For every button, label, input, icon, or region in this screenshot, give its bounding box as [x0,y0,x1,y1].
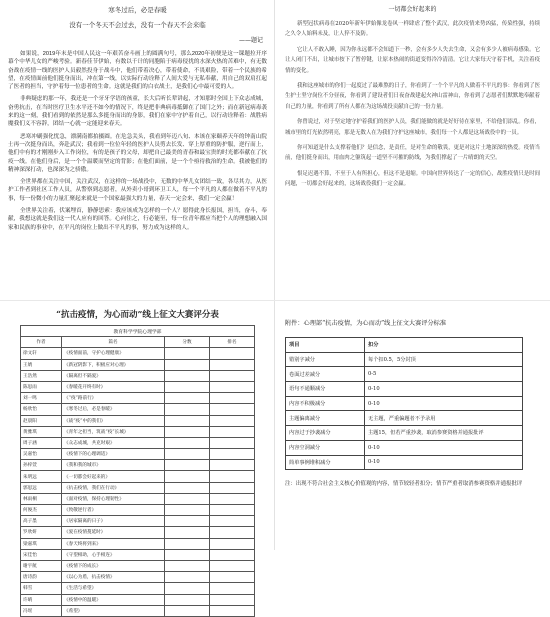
score-cell [165,404,210,415]
essay-title: 寒冬过后，必是春暖 [108,6,167,14]
author-cell: 王浩然 [21,370,62,381]
rubric-deduction-cell: 0-5 [365,367,523,382]
score-cell [165,605,210,616]
essay-title-cell: 《生活与希望》 [62,583,165,594]
score-cell [165,471,210,482]
score-cell [165,560,210,571]
essay-paragraph: 恶寒冲刷强化忧急，漂满南都拍摄圆。在危急关头，我看到年迈八旬、本该在家颐养天年的钟南山院士再一次挺身而出，奔赴武汉；我看到一位位年轻的医护人员剪去长发、穿上厚重的防护服，逆行而上，他们中有的才刚刚步入工作岗位，有的是孩子的父母，却把自己最美的青春和最宝贵的时光都奉献在了抗疫一线。在他们身后，是一个个温暖而坚定的背影；在他们面前，是一个个亟待救治的生命。我被他们的精神深深打动，也深深为之骄傲。 [8,133,267,173]
rubric-deduction-cell: 无主题，严重偏题者不予录用 [365,411,523,426]
score-cell [165,516,210,527]
rubric-item-cell: 内容不积极减分 [286,396,365,411]
essay-title-cell: 《春暖花开终有时》 [62,381,165,392]
score-cell [165,437,210,448]
rank-cell [210,605,255,616]
score-cell [165,538,210,549]
score-table [20,325,255,617]
rank-cell [210,449,255,460]
score-cell [165,505,210,516]
table-row [286,455,523,470]
rank-cell [210,404,255,415]
rubric-header-deduction: 扣分 [365,338,523,353]
essay-title-cell: 《战“疫”中的我们》 [62,415,165,426]
author-cell: 赵晨阳 [21,415,62,426]
table-row [21,449,255,460]
table-row [21,482,255,493]
score-cell [165,460,210,471]
essay-paragraph: 你可知道是什么支撑着他们？是信念，是责任，是对生命的敬畏，更是对这片土地深深的热爱。疫情当前，他们挺身而出，用血肉之躯筑起一道坚不可摧的防线，为我们撑起了一片晴朗的天空。 [285,145,540,162]
score-sheet-page [0,300,275,614]
rubric-item-cell: 内容空洞减分 [286,440,365,455]
column-header-author: 作者 [21,337,62,348]
score-cell [165,594,210,605]
score-cell [165,348,210,359]
score-cell [165,493,210,504]
rank-cell [210,437,255,448]
rubric-item-cell: 内容过于抄袭减分 [286,426,365,441]
author-cell: 谢宇航 [21,560,62,571]
rubric-item-cell: 错别字减分 [286,352,365,367]
essay-page-better [275,0,550,300]
author-cell: 王婧 [21,359,62,370]
essay-paragraph: 非典疑虑的那一年，我还是一个牙牙学语的孩童，长大后听长辈讲起，才知那时全国上下众志成城，奋勇抗击，在当时医疗卫生水平还不如今的情况下，终是把非典病毒抵御在了国门之外；而在新冠病毒袭来的这一刻，我们看到的依然是那么多挺身而出的身影，我们在家中守护着自己，以行动诠释着：战胜病魔我们义不容辞，团结一心就一定能迎来春天。 [8,96,267,128]
essay-title-cell: 《新冠阴影下，积极应对心理》 [62,359,165,370]
table-row [21,348,255,359]
rank-cell [210,493,255,504]
rubric-deduction-cell: 0-10 [365,382,523,397]
rubric-deduction-cell: 0-10 [365,455,523,470]
rank-cell [210,583,255,594]
author-cell: 林雨桐 [21,493,62,504]
table-row [286,411,523,426]
essay-title-cell: 《青年之担当，筑战“疫”长城》 [62,426,165,437]
rubric-note: 注：出现不符合社会主义核心价值观的内容，情节较轻者扣分；情节严重者取消参赛资格并通报批评 [285,481,523,488]
essay-title-cell: 《“疫”路前行》 [62,393,165,404]
table-row [21,516,255,527]
score-cell [165,426,210,437]
essay-title-cell: 《一切都会好起来的》 [62,471,165,482]
author-cell: 宋佳怡 [21,549,62,560]
rubric-deduction-cell: 0-10 [365,396,523,411]
rubric-table-body [286,338,523,470]
essay-paragraph: 如果说，2019年末是中国人民这一年艰苦奋斗画上的圆满句号，那么2020年初便是这一课题拉开序幕个中华儿女的严峻考验。新春佳节伊始，有数以千计的同胞陷于病毒侵扰的水深火热的苦难中，有无数奋战在疫情一线的医护人员毅然投身于战斗中，他们带着决心，带着使命，不畏艰险，带着一个民族的希望，在疫情面前他们挺身而出，冲在第一线，以实际行动诠释了人间大爱与无私奉献，用自己的双肩扛起了医者的担当，守护着每一位患者的生命。这就是我们的白衣战士，是我们心中最可爱的人。 [8,51,267,91]
author-cell: 陈思雨 [21,381,62,392]
score-table-caption: 教育科学学院心理学部 [21,326,255,337]
essay-paragraph: 新型冠状病毒在2020年新年伊始像龙卷风一样肆虐了整个武汉，此次疫情来势凶猛，传染性强，持续之久令人始料未及，让人猝不及防。 [285,21,540,38]
author-cell: 许晴 [21,594,62,605]
rank-cell [210,505,255,516]
essay-title-cell: 《以心为盾，抗击疫情》 [62,572,165,583]
table-row [286,352,523,367]
table-row [21,549,255,560]
rank-cell [210,572,255,583]
table-row [21,560,255,571]
author-cell: 刘一鸣 [21,393,62,404]
table-row [286,440,523,455]
essay-paragraph: 恨足迟遇不算，不至于人有所担心，但这不是退缩。中国向世界传达了一定的信心，战胜疫情只是时间问题，一切都会好起来的，这场战役我们一定会赢。 [285,170,540,188]
score-cell [165,359,210,370]
essay-title-cell: 《抗击疫情，我们在行动》 [62,482,165,493]
score-table-body [21,348,255,617]
rubric-item-cell: 简单事例堆积减分 [286,455,365,470]
rank-cell [210,549,255,560]
table-row [21,493,255,504]
score-cell [165,549,210,560]
score-sheet-title: “抗击疫情，为心而动”线上征文大赛评分表 [56,310,219,320]
author-cell: 黄雅琪 [21,426,62,437]
rubric-item-cell: 语句不通顺减分 [286,382,365,397]
rank-cell [210,560,255,571]
author-cell: 韩雪 [21,583,62,594]
table-row [21,415,255,426]
author-cell: 梁嘉琪 [21,538,62,549]
table-row [21,437,255,448]
rubric-page [275,300,550,550]
score-cell [165,393,210,404]
table-row [21,505,255,516]
rank-cell [210,460,255,471]
score-cell [165,370,210,381]
rubric-item-cell: 卷面过差减分 [286,367,365,382]
table-row [21,460,255,471]
author-cell: 徐文轩 [21,348,62,359]
score-cell [165,583,210,594]
rubric-deduction-cell: 每个扣0.5，5分封顶 [365,352,523,367]
score-cell [165,449,210,460]
rank-cell [210,393,255,404]
essay-title-cell: 《希望》 [62,605,165,616]
rank-cell [210,359,255,370]
author-cell: 杨欣怡 [21,404,62,415]
table-row [21,359,255,370]
author-cell: 朱明远 [21,471,62,482]
rank-cell [210,538,255,549]
author-cell: 郭思远 [21,482,62,493]
essay-paragraph: 你曾说过，对于坚定地守护着我们的医护人员，我们能做的就是好好待在家里，不给他们添乱。你看，城市里的灯光依然明亮，那是无数人在为我们守护这座城市，我们每一个人都是这场战役中的一员。 [285,119,540,136]
essay-title-cell: 《爱在疫情蔓延时》 [62,527,165,538]
table-row [21,538,255,549]
column-header-rank: 排名 [210,337,255,348]
table-row [21,471,255,482]
rubric-header-item: 项目 [286,338,365,353]
author-cell: 唐诗韵 [21,572,62,583]
essay-title-cell: 《寒冬过后，必是春暖》 [62,404,165,415]
table-row [21,583,255,594]
author-cell: 孙梓萱 [21,460,62,471]
rubric-deduction-cell: 0-10 [365,440,523,455]
author-cell: 何俊杰 [21,505,62,516]
essay-title-cell: 《致敬逆行者》 [62,505,165,516]
rubric-title: 附件：心理部“抗击疫情，为心而动”线上征文大赛评分标准 [285,320,447,327]
essay-title-cell: 《疫情下的成长》 [62,560,165,571]
table-row [286,426,523,441]
essay-title: 一切都会好起来的 [388,6,437,13]
score-cell [165,572,210,583]
essay-title-cell: 《居家隔离的日子》 [62,516,165,527]
essay-title-cell: 《疫情下的心理调适》 [62,449,165,460]
essay-paragraph: 它让人不敢入睡，因为你永远都不会知道下一秒，会有多少人失去生命，又会有多少人被病毒感染。它让人闭门不出，让城市按下了暂停键，让原本热闹的街道变得冷冷清清。它让大家每天守着手机，关注着疫情的变化。 [285,46,540,74]
author-cell: 罗欣妍 [21,527,62,538]
column-header-title: 篇名 [62,337,165,348]
column-header-score: 分数 [165,337,210,348]
rank-cell [210,348,255,359]
essay-title-cell: 《春天终将到来》 [62,538,165,549]
score-cell [165,527,210,538]
author-cell: 吴嘉怡 [21,449,62,460]
rank-cell [210,527,255,538]
table-row [286,396,523,411]
table-row [286,382,523,397]
rubric-table [285,337,523,470]
rank-cell [210,370,255,381]
table-row [21,381,255,392]
rubric-item-cell: 主题偏离减分 [286,411,365,426]
table-row [286,367,523,382]
essay-title-cell: 《疫情中的温暖》 [62,594,165,605]
essay-paragraph: 全世界都在关注中国，关注武汉，在这样的一场战役中，无数的中华儿女团结一致，各尽其力，从医护工作者到社区工作人员，从警察到志愿者，从外卖小哥到环卫工人，每一个平凡的人都在做着不平凡的事，每一份微小的力量汇聚起来就是一个国家最强大的力量，春天一定会来，我们一定会赢！ [8,179,267,202]
essay-title-cell: 《我和我的城市》 [62,460,165,471]
table-row [21,426,255,437]
essay-page-spring [0,0,275,300]
essay-paragraph: 我和这座城市的你们一起度过了最难熬的日子，你看到了一个个平凡的人做着不平凡的事：你看到了医生护士坚守岗位不分昼夜，你看到了建设者们日夜奋战建起火神山雷神山，你看到了志愿者们默默地奉献着自己的力量，你看到了所有人都在为这场战役贡献自己的一份力量。 [285,83,540,110]
rank-cell [210,482,255,493]
essay-subtitle: 没有一个冬天不会过去，没有一个春天不会来临 [69,21,206,29]
essay-title-cell: 《守望相助，心手相连》 [62,549,165,560]
table-row [21,393,255,404]
table-row [21,370,255,381]
essay-title-cell: 《疫情面前，守护心理健康》 [62,348,165,359]
author-cell: 高子墨 [21,516,62,527]
author-cell: 冯瑶 [21,605,62,616]
score-cell [165,415,210,426]
rank-cell [210,415,255,426]
table-row [21,527,255,538]
score-cell [165,381,210,392]
author-cell: 周子涵 [21,437,62,448]
rank-cell [210,426,255,437]
table-row [21,605,255,616]
rank-cell [210,471,255,482]
essay-paragraph: 全世界关注着，伏案埋首，静静思索：我应该成为怎样的一个人？愿得此身长报国，担当，奋斗，奉献，我想这就是我们这一代人应有的回答。心向往之，行必能至，每一位青年都应当把个人的理想融入国家和民族的事业中，在平凡的岗位上做出不平凡的事，努力成为这样的人。 [8,208,267,231]
rank-cell [210,594,255,605]
essay-epigraph-label: ——题记 [238,37,263,44]
score-cell [165,482,210,493]
essay-title-cell: 《面对疫情，保持心理韧性》 [62,493,165,504]
table-row [21,572,255,583]
rank-cell [210,381,255,392]
rank-cell [210,516,255,527]
essay-title-cell: 《众志成城，共克时艰》 [62,437,165,448]
table-row [21,594,255,605]
essay-title-cell: 《隔离但不隔爱》 [62,370,165,381]
rubric-deduction-cell: 主题15，但若严重抄袭，取消参赛资格并通报批评 [365,426,523,441]
table-row [21,404,255,415]
